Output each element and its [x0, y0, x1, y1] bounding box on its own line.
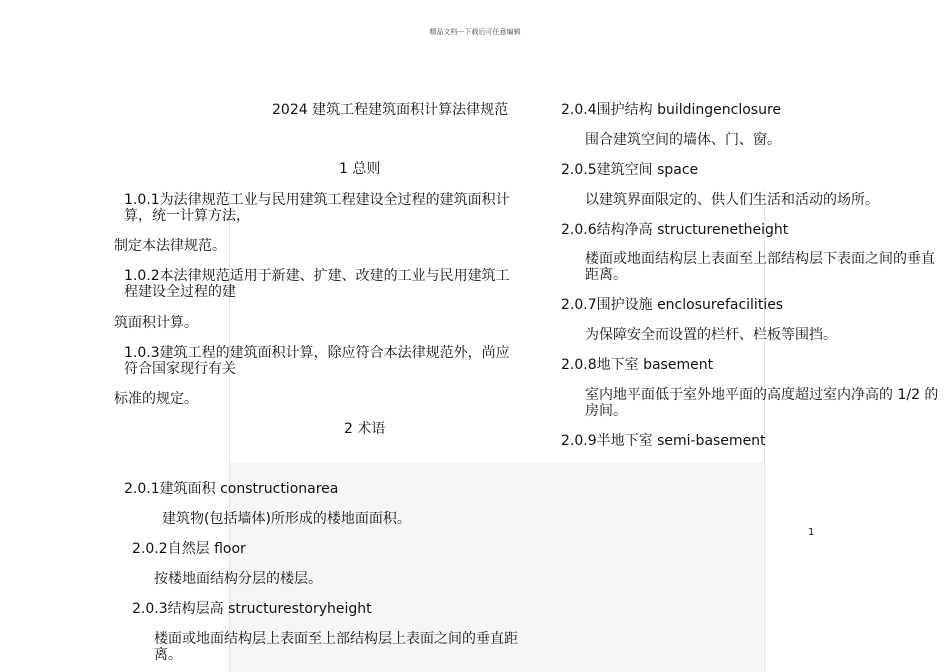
- term-2-0-8: 2.0.8地下室 basement: [561, 357, 714, 373]
- term-2-0-3-definition: 楼面或地面结构层上表面至上部结构层上表面之间的垂直距离。: [154, 631, 518, 663]
- clause-1-0-2: 1.0.2本法律规范适用于新建、扩建、改建的工业与民用建筑工程建设全过程的建: [124, 268, 510, 300]
- term-2-0-2: 2.0.2自然层 floor: [132, 541, 246, 557]
- term-2-0-8-definition: 室内地平面低于室外地平面的高度超过室内净高的 1/2 的房间。: [585, 387, 939, 419]
- clause-1-0-3-cont: 标准的规定。: [114, 391, 198, 407]
- clause-1-0-2-cont: 筑面积计算。: [114, 315, 198, 331]
- chapter-1-heading: 1 总则: [339, 161, 381, 177]
- column-guide-left: [229, 190, 230, 672]
- term-2-0-2-definition: 按楼地面结构分层的楼层。: [154, 571, 322, 587]
- term-2-0-6-definition: 楼面或地面结构层上表面至上部结构层下表面之间的垂直距离。: [585, 251, 935, 283]
- term-2-0-5-definition: 以建筑界面限定的、供人们生活和活动的场所。: [585, 192, 879, 208]
- page-header-note: 精品文档---下载后可任意编辑: [429, 28, 521, 36]
- term-2-0-9: 2.0.9半地下室 semi-basement: [561, 433, 766, 449]
- page-number: 1: [808, 527, 815, 538]
- term-2-0-7: 2.0.7围护设施 enclosurefacilities: [561, 297, 784, 313]
- clause-1-0-1: 1.0.1为法律规范工业与民用建筑工程建设全过程的建筑面积计算，统一计算方法，: [124, 192, 510, 224]
- document-title: 2024 建筑工程建筑面积计算法律规范: [272, 102, 509, 118]
- chapter-2-heading: 2 术语: [344, 421, 386, 437]
- clause-1-0-1-cont: 制定本法律规范。: [114, 238, 226, 254]
- term-2-0-1-definition: 建筑物(包括墙体)所形成的楼地面面积。: [162, 511, 411, 527]
- term-2-0-6: 2.0.6结构净高 structurenetheight: [561, 222, 789, 238]
- term-2-0-1: 2.0.1建筑面积 constructionarea: [124, 481, 339, 497]
- term-2-0-3: 2.0.3结构层高 structurestoryheight: [132, 601, 372, 617]
- term-2-0-4: 2.0.4围护结构 buildingenclosure: [561, 102, 782, 118]
- term-2-0-7-definition: 为保障安全而设置的栏杆、栏板等围挡。: [585, 327, 837, 343]
- term-2-0-4-definition: 围合建筑空间的墙体、门、窗。: [585, 132, 781, 148]
- clause-1-0-3: 1.0.3建筑工程的建筑面积计算，除应符合本法律规范外，尚应符合国家现行有关: [124, 345, 510, 377]
- term-2-0-5: 2.0.5建筑空间 space: [561, 162, 699, 178]
